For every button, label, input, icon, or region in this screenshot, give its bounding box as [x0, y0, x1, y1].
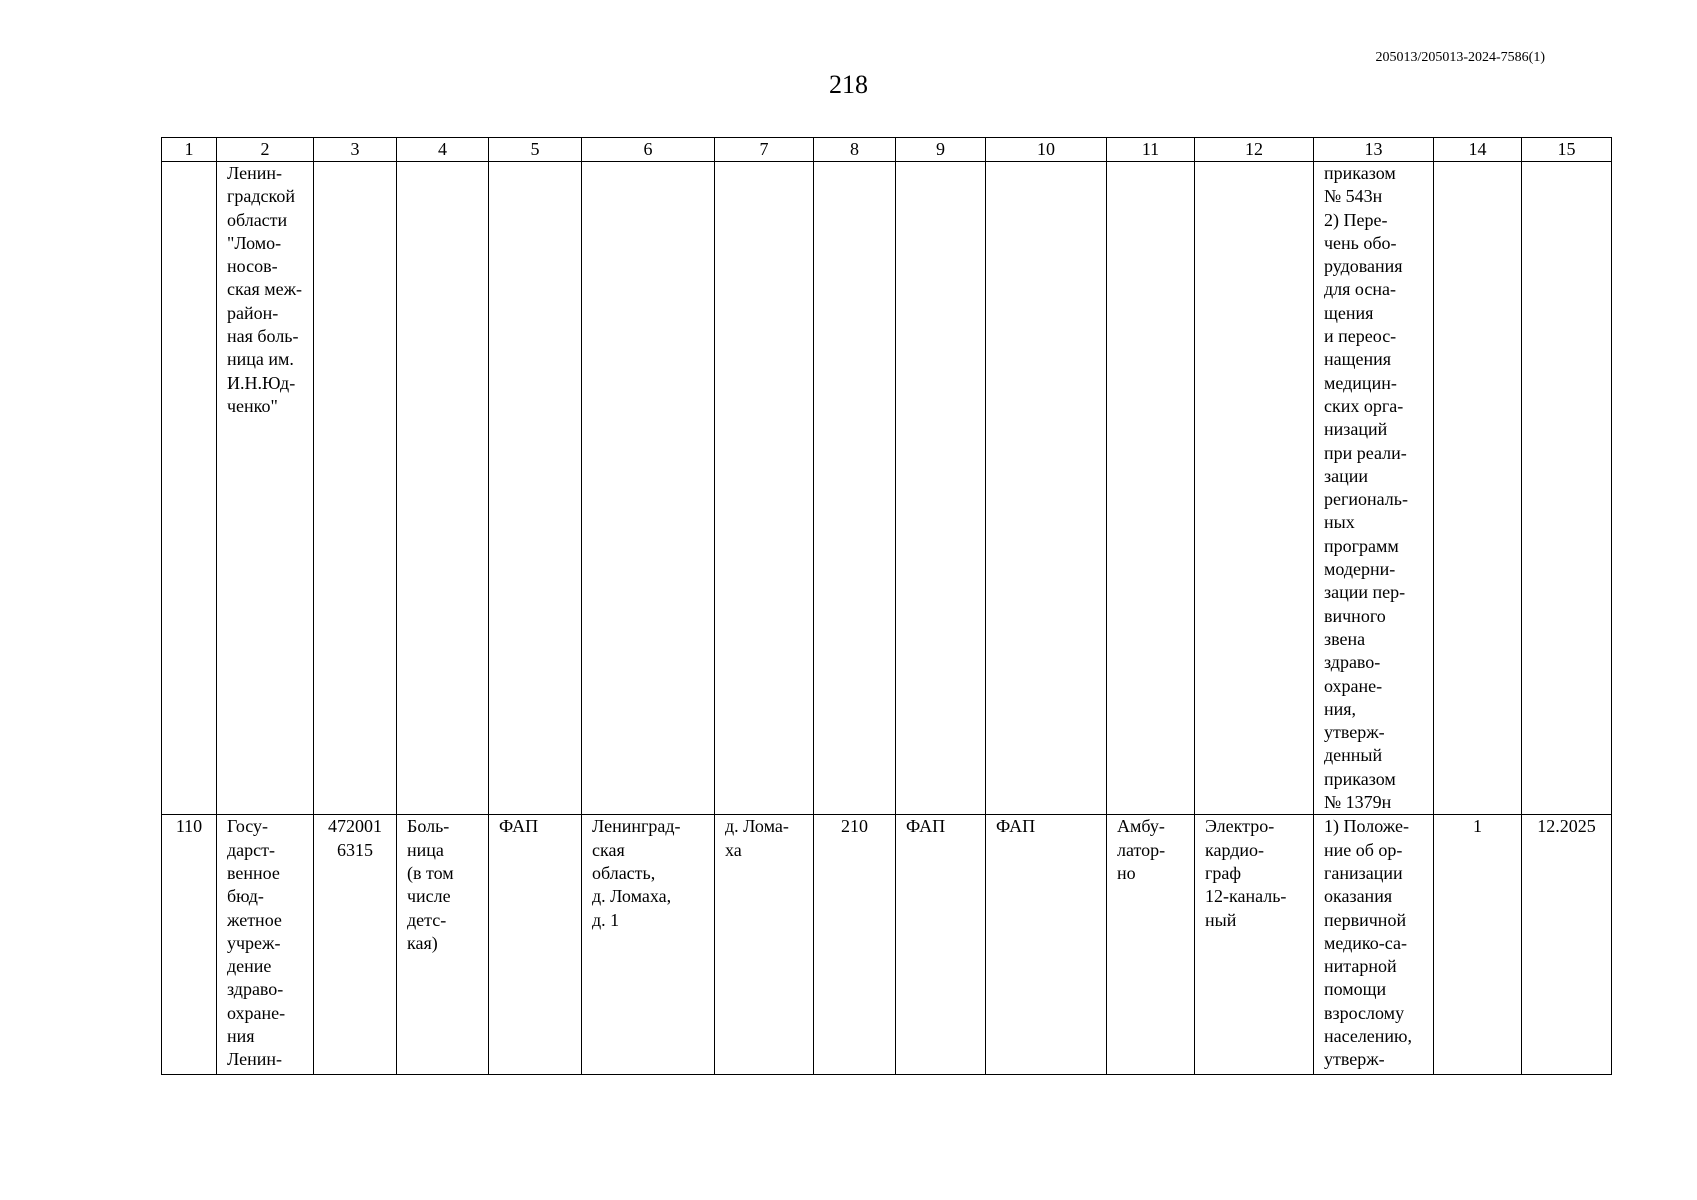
cell-text-line: латор-: [1117, 839, 1166, 860]
column-header: 13: [1314, 138, 1434, 162]
cell-text-line: зации: [1324, 465, 1368, 486]
table-cell: [397, 162, 489, 815]
column-header: 9: [896, 138, 986, 162]
cell-text-line: модерни-: [1324, 559, 1396, 580]
cell-text-line: д. Лома-: [725, 816, 789, 837]
table-cell: [1434, 815, 1522, 1075]
cell-text-line: 12.2025: [1537, 816, 1596, 837]
cell-text-line: ская: [592, 839, 625, 860]
cell-text-line: "Ломо-: [227, 232, 282, 253]
cell-text-line: населению,: [1324, 1025, 1413, 1046]
cell-text-line: 12-каналь-: [1205, 886, 1287, 907]
table-cell: [715, 162, 814, 815]
cell-text-line: оказания: [1324, 886, 1393, 907]
cell-text-line: ных: [1324, 512, 1355, 533]
cell-text-line: охране-: [1324, 675, 1383, 696]
table-cell: [162, 815, 217, 1075]
table-cell: [814, 815, 896, 1075]
cell-text-line: (в том: [407, 862, 454, 883]
column-header: 1: [162, 138, 217, 162]
column-header: 14: [1434, 138, 1522, 162]
cell-text-line: Ленинград-: [592, 816, 681, 837]
column-header: 12: [1195, 138, 1314, 162]
cell-text-line: ФАП: [996, 816, 1036, 837]
column-header: 5: [489, 138, 582, 162]
cell-text-line: И.Н.Юд-: [227, 372, 296, 393]
column-header: 11: [1107, 138, 1195, 162]
cell-text-line: и переос-: [1324, 326, 1397, 347]
cell-text-line: медицин-: [1324, 372, 1397, 393]
cell-text-line: вичного: [1324, 605, 1386, 626]
cell-text-line: кая): [407, 932, 438, 953]
column-header: 7: [715, 138, 814, 162]
table-cell: [1107, 815, 1195, 1075]
column-header: 8: [814, 138, 896, 162]
cell-text-line: приказом: [1324, 163, 1396, 183]
column-header: 4: [397, 138, 489, 162]
table-row-110: [162, 815, 1612, 1075]
table-cell: [489, 815, 582, 1075]
cell-text-line: дение: [227, 956, 272, 977]
column-header: 2: [217, 138, 314, 162]
cell-text-line: здраво-: [227, 979, 284, 1000]
cell-text-line: звена: [1324, 628, 1366, 649]
cell-text-line: граф: [1205, 862, 1242, 883]
cell-text-line: но: [1117, 862, 1136, 883]
table-cell: [896, 815, 986, 1075]
cell-text-line: взрослому: [1324, 1002, 1405, 1023]
table-cell: [1522, 815, 1612, 1075]
cell-text-line: ние об ор-: [1324, 839, 1403, 860]
cell-text-line: низаций: [1324, 419, 1388, 440]
cell-text-line: 472001: [328, 816, 382, 837]
cell-text-line: 2) Пере-: [1324, 209, 1388, 230]
cell-text-line: бюд-: [227, 886, 264, 907]
cell-text-line: ница им.: [227, 349, 294, 370]
table-cell: [162, 162, 217, 815]
table-cell: [489, 162, 582, 815]
cell-text-line: медико-са-: [1324, 932, 1407, 953]
cell-text-line: ная боль-: [227, 326, 299, 347]
cell-text-line: Боль-: [407, 816, 450, 837]
table-cell: [986, 162, 1107, 815]
cell-text-line: ния,: [1324, 698, 1357, 719]
cell-text-line: рудования: [1324, 256, 1403, 277]
cell-text-line: ный: [1205, 909, 1237, 930]
cell-text-line: ганизации: [1324, 862, 1403, 883]
cell-text-line: приказом: [1324, 768, 1396, 789]
cell-text-line: для осна-: [1324, 279, 1396, 300]
cell-text-line: программ: [1324, 535, 1399, 556]
cell-text-line: № 543н: [1324, 186, 1383, 207]
cell-text-line: жетное: [227, 909, 282, 930]
table-cell: [715, 815, 814, 1075]
cell-text-line: район-: [227, 302, 279, 323]
cell-text-line: 210: [841, 816, 868, 837]
table-cell: [1195, 162, 1314, 815]
column-header: 15: [1522, 138, 1612, 162]
table-cell: [814, 162, 896, 815]
page-number: 218: [829, 70, 868, 99]
cell-text-line: детс-: [407, 909, 447, 930]
cell-text-line: ха: [725, 839, 742, 860]
document-number: 205013/205013-2024-7586(1): [1375, 50, 1545, 65]
cell-text-line: числе: [407, 886, 451, 907]
cell-text-line: д. Ломаха,: [592, 886, 672, 907]
cell-text-line: ченко": [227, 395, 278, 416]
cell-text-line: 1: [1473, 816, 1482, 837]
cell-text-line: ская меж-: [227, 279, 303, 300]
table-cell: [986, 815, 1107, 1075]
table-cell: [1314, 815, 1434, 1075]
cell-text-line: 6315: [337, 839, 373, 860]
cell-text-line: региональ-: [1324, 489, 1408, 510]
cell-text-line: утверж-: [1324, 722, 1385, 743]
cell-text-line: венное: [227, 862, 280, 883]
cell-text-line: нащения: [1324, 349, 1392, 370]
table-cell: [314, 162, 397, 815]
cell-text-line: области: [227, 209, 288, 230]
cell-text-line: денный: [1324, 745, 1383, 766]
cell-text-line: № 1379н: [1324, 792, 1392, 813]
cell-text-line: д. 1: [592, 909, 620, 930]
cell-text-line: помощи: [1324, 979, 1387, 1000]
cell-text-line: первичной: [1324, 909, 1407, 930]
table-cell: [896, 162, 986, 815]
table-cell: [1107, 162, 1195, 815]
cell-text-line: щения: [1324, 302, 1374, 323]
cell-text-line: учреж-: [227, 932, 281, 953]
table-cell: [1522, 162, 1612, 815]
cell-text-line: при реали-: [1324, 442, 1407, 463]
table-cell: [217, 162, 314, 815]
cell-text-line: Госу-: [227, 816, 269, 837]
cell-text-line: дарст-: [227, 839, 275, 860]
table-row-continued: [162, 162, 1612, 815]
column-number-row: [162, 138, 1612, 162]
cell-text-line: ФАП: [499, 816, 539, 837]
cell-text-line: Ленин-: [227, 163, 282, 183]
cell-text-line: ница: [407, 839, 444, 860]
cell-text-line: 1) Положе-: [1324, 816, 1409, 837]
column-header: 6: [582, 138, 715, 162]
column-header: 10: [986, 138, 1107, 162]
cell-text-line: зации пер-: [1324, 582, 1406, 603]
column-header: 3: [314, 138, 397, 162]
table-cell: [217, 815, 314, 1075]
cell-text-line: Ленин-: [227, 1049, 282, 1070]
data-table: [161, 137, 1612, 1075]
cell-text-line: область,: [592, 862, 656, 883]
table-cell: [582, 815, 715, 1075]
cell-text-line: чень обо-: [1324, 232, 1397, 253]
cell-text-line: здраво-: [1324, 652, 1381, 673]
cell-text-line: ния: [227, 1025, 255, 1046]
cell-text-line: Амбу-: [1117, 816, 1165, 837]
cell-text-line: охране-: [227, 1002, 286, 1023]
table-cell: [582, 162, 715, 815]
table-cell: [1434, 162, 1522, 815]
cell-text-line: кардио-: [1205, 839, 1265, 860]
table-cell: [397, 815, 489, 1075]
cell-text-line: ФАП: [906, 816, 946, 837]
table-cell: [314, 815, 397, 1075]
cell-text-line: утверж-: [1324, 1049, 1385, 1070]
cell-text-line: Электро-: [1205, 816, 1275, 837]
cell-text-line: ских орга-: [1324, 395, 1404, 416]
cell-text-line: носов-: [227, 256, 278, 277]
table-cell: [1195, 815, 1314, 1075]
cell-text-line: градской: [227, 186, 295, 207]
cell-text-line: 110: [175, 816, 203, 837]
cell-text-line: нитарной: [1324, 956, 1397, 977]
table-cell: [1314, 162, 1434, 815]
